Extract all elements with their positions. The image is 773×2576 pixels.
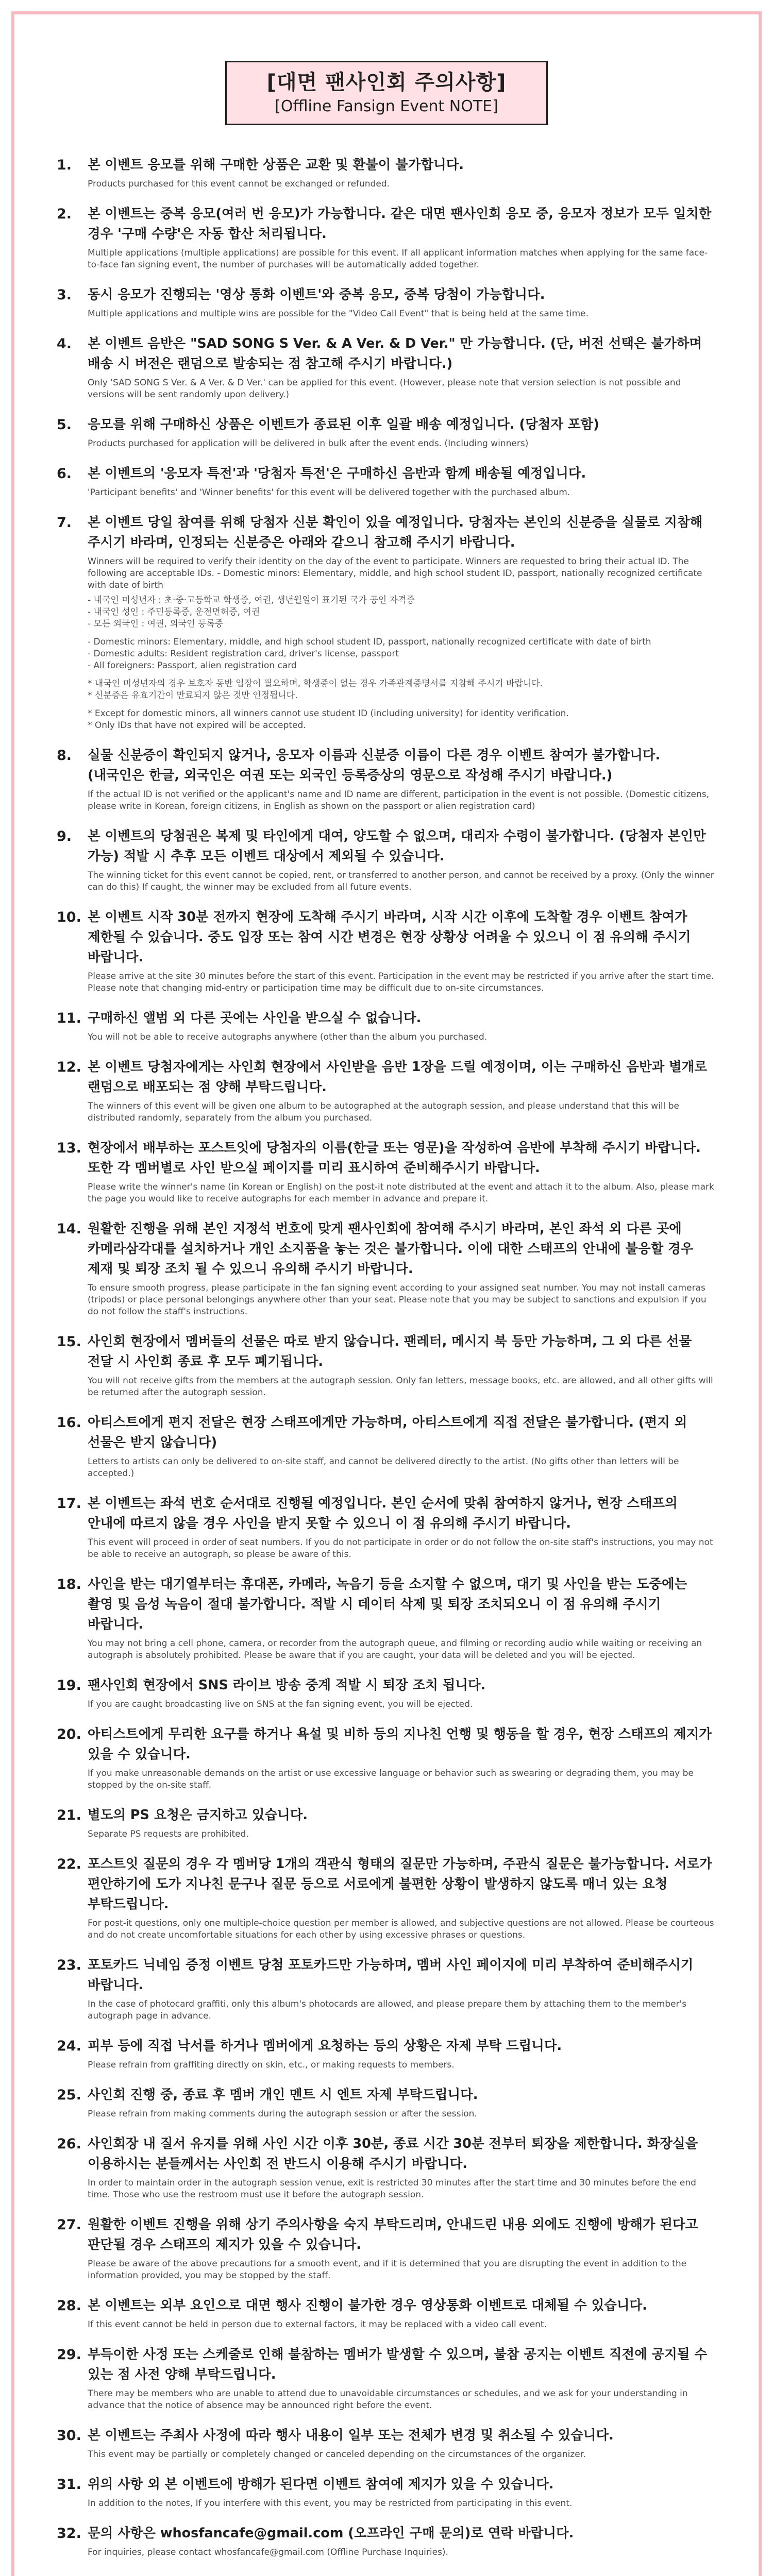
note-text-en: Please arrive at the site 30 minutes before the start of this event. Participation in the event may be restricted if you arrive after the start time. Please note that changing mid-entry or participation time may be difficult due to on-site circumstances. [88,971,714,993]
note-text-en: For inquiries, please contact whosfancafe@gmail.com (Offline Purchase Inquiries). [88,2547,448,2557]
note-text-en: Please refrain from making comments during the autograph session or after the session. [88,2109,477,2119]
note-text-ko: 피부 등에 직접 낙서를 하거나 멤버에게 요청하는 등의 상황은 자제 부탁 드립니다. [88,2038,562,2054]
note-text-ko: 본 이벤트 당일 참여를 위해 당첨자 신분 확인이 있을 예정입니다. 당첨자는 본인의 신분증을 실물로 지참해 주시기 바라며, 인정되는 신분증은 아래와 같으니 참고해 주시기 바랍니다. [88,515,703,550]
note-subline: - All foreigners: Passport, alien registration card [88,660,297,671]
note-text-ko: 본 이벤트 응모를 위해 구매한 상품은 교환 및 환불이 불가합니다. [88,157,464,173]
note-number: 23. [57,1957,81,1973]
note-item [57,1955,716,2022]
note-text-en: The winners of this event will be given one album to be autographed at the autograph session, and please understand that this will be distributed randomly, separately from the album you purchased. [88,1101,680,1123]
note-item [57,2296,716,2331]
note-number: 26. [57,2136,81,2152]
note-number: 10. [57,909,81,925]
note-text-en: Please be aware of the above precautions for a smooth event, and if it is determined that you are disrupting the event in addition to the information provided, you may be stopped by the staff. [88,2259,687,2281]
note-text-ko: 위의 사항 외 본 이벤트에 방해가 된다면 이벤트 참여에 제지가 있을 수 있습니다. [88,2477,554,2492]
note-item [57,2036,716,2071]
note-subline: - 내국인 미성년자 : 초·중·고등학교 학생증, 여권, 생년월일이 표기된 국가 공인 자격증 [88,595,415,605]
note-text-ko: 별도의 PS 요청은 금지하고 있습니다. [88,1807,308,1823]
note-text-en: If this event cannot be held in person due to external factors, it may be replaced with a video call event. [88,2319,547,2330]
note-subline: * 신분증은 유효기간이 만료되지 않은 것만 인정됩니다. [88,690,298,701]
note-text-ko: 실물 신분증이 확인되지 않거나, 응모자 이름과 신분증 이름이 다른 경우 이벤트 참여가 불가합니다. (내국인은 한글, 외국인은 여권 또는 외국인 등록증상의 영문으로 작성해 주시기 바랍니다.) [88,748,661,783]
note-item [57,2085,716,2120]
note-sublist [88,595,716,630]
note-text-en: The winning ticket for this event cannot be copied, rent, or transferred to another person, and cannot be received by a proxy. (Only the winner can do this) If caught, the winner may be excluded from all future events. [88,870,714,892]
note-item [57,2426,716,2461]
note-number: 27. [57,2217,81,2233]
note-text-ko: 본 이벤트의 '응모자 특전'과 '당첨자 특전'은 구매하신 음반과 함께 배송될 예정입니다. [88,466,586,481]
note-text-en: Letters to artists can only be delivered to on-site staff, and cannot be delivered directly to the artist. (No gifts other than letters will be accepted.) [88,1456,679,1479]
note-item [57,1574,716,1662]
note-number: 18. [57,1577,81,1592]
note-number: 3. [57,287,72,303]
note-number: 2. [57,206,72,222]
note-number: 14. [57,1221,81,1237]
note-text-ko: 사인회장 내 질서 유지를 위해 사인 시간 이후 30분, 종료 시간 30분 전부터 퇴장을 제한합니다. 화장실을 이용하시는 분들께서는 사인회 전 반드시 이용해 주시기 바랍니다. [88,2136,698,2172]
notes-list [0,155,773,2558]
note-number: 28. [57,2298,81,2314]
note-item [57,745,716,812]
note-number: 29. [57,2347,81,2363]
note-number: 7. [57,515,72,531]
note-text-ko: 본 이벤트 음반은 "SAD SONG S Ver. & A Ver. & D Ver." 만 가능합니다. (단, 버전 선택은 불가하며 배송 시 버전은 랜덤으로 발송되는 점 참고해 주시기 바랍니다.) [88,336,702,371]
note-item [57,1332,716,1399]
note-text-ko: 포토카드 닉네임 증정 이벤트 당첨 포토카드만 가능하며, 멤버 사인 페이지에 미리 부착하여 준비해주시기 바랍니다. [88,1957,694,1993]
note-text-en: In addition to the notes, If you interfere with this event, you may be restricted from participating in this event. [88,2498,573,2509]
notice-title-ko: [대면 팬사인회 주의사항] [266,71,507,94]
note-item [57,1057,716,1124]
note-number: 24. [57,2038,81,2054]
note-text-ko: 본 이벤트는 중복 응모(여러 번 응모)가 가능합니다. 같은 대면 팬사인회 응모 중, 응모자 정보가 모두 일치한 경우 '구매 수량'은 자동 합산 처리됩니다. [88,206,712,242]
note-item [57,1138,716,1205]
note-number: 6. [57,466,72,482]
note-text-ko: 부득이한 사정 또는 스케줄로 인해 불참하는 멤버가 발생할 수 있으며, 불참 공지는 이벤트 직전에 공지될 수 있는 점 사전 양해 부탁드립니다. [88,2347,708,2382]
note-text-ko: 구매하신 앨범 외 다른 곳에는 사인을 받으실 수 없습니다. [88,1010,422,1026]
note-text-ko: 문의 사항은 whosfancafe@gmail.com (오프라인 구매 문의)로 연락 바랍니다. [88,2526,574,2541]
note-text-ko: 포스트잇 질문의 경우 각 멤버당 1개의 객관식 형태의 질문만 가능하며, 주관식 질문은 불가능합니다. 서로가 편안하기에 도가 지나친 문구나 질문 등으로 서로에게 불편한 상황이 발생하지 않도록 매너 있는 요청 부탁드립니다. [88,1856,712,1912]
note-item [57,1854,716,1941]
note-subline: - 내국인 성인 : 주민등록증, 운전면허증, 여권 [88,607,260,617]
note-number: 13. [57,1140,81,1156]
note-item [57,415,716,450]
note-text-en: There may be members who are unable to attend due to unavoidable circumstances or schedules, and we ask for your understanding in advance that the notice of absence may be announced right before the event. [88,2388,688,2411]
note-text-ko: 현장에서 배부하는 포스트잇에 당첨자의 이름(한글 또는 영문)을 작성하여 음반에 부착해 주시기 바랍니다. 또한 각 멤버별로 사인 받으실 페이지를 미리 표시하여 준비해주시기 바랍니다. [88,1140,701,1176]
note-item [57,2215,716,2282]
note-text-ko: 사인회 진행 중, 종료 후 멤버 개인 멘트 시 엔트 자제 부탁드립니다. [88,2087,478,2103]
note-text-ko: 본 이벤트는 좌석 번호 순서대로 진행될 예정입니다. 본인 순서에 맞춰 참여하지 않거나, 현장 스태프의 안내에 따르지 않을 경우 사인을 받지 못할 수 있으니 이 점 유의해 주시기 바랍니다. [88,1496,678,1531]
note-text-en: Please refrain from graffiting directly on skin, etc., or making requests to members. [88,2060,455,2070]
note-text-ko: 사인회 현장에서 멤버들의 선물은 따로 받지 않습니다. 팬레터, 메시지 북 등만 가능하며, 그 외 다른 선물 전달 시 사인회 종료 후 모두 폐기됩니다. [88,1334,692,1369]
note-number: 12. [57,1059,81,1075]
note-text-ko: 팬사인회 현장에서 SNS 라이브 방송 중계 적발 시 퇴장 조치 됩니다. [88,1677,486,1693]
note-text-en: If you are caught broadcasting live on SNS at the fan signing event, you will be ejected. [88,1699,473,1709]
note-number: 25. [57,2087,81,2103]
note-text-ko: 본 이벤트 시작 30분 전까지 현장에 도착해 주시기 바라며, 시작 시간 이후에 도착할 경우 이벤트 참여가 제한될 수 있습니다. 중도 입장 또는 참여 시간 변경은 현장 상황상 어려울 수 있으니 이 점 유의해 주시기 바랍니다. [88,909,691,965]
note-number: 17. [57,1496,81,1512]
note-sublist [88,636,716,672]
note-item [57,1008,716,1043]
note-text-ko: 응모를 위해 구매하신 상품은 이벤트가 종료된 이후 일괄 배송 예정입니다. (당첨자 포함) [88,417,599,432]
note-sublist [88,708,716,732]
note-text-en: Products purchased for application will be delivered in bulk after the event ends. (Including winners) [88,438,529,449]
note-text-en: Products purchased for this event cannot be exchanged or refunded. [88,179,390,189]
note-text-en: You may not bring a cell phone, camera, or recorder from the autograph queue, and filming or recording audio while waiting or receiving an autograph is absolutely prohibited. Please be aware that if you are caught, your data will be deleted and you will be ejected. [88,1638,702,1660]
note-text-en: You will not be able to receive autographs anywhere (other than the album you purchased. [88,1032,488,1042]
note-text-ko: 동시 응모가 진행되는 '영상 통화 이벤트'와 중복 응모, 중복 당첨이 가능합니다. [88,287,545,302]
note-text-en: If the actual ID is not verified or the applicant's name and ID name are different, participation in the event is not possible. (Domestic citizens, please write in Korean, foreign citizens, in English as shown on the passport or alien registration card) [88,789,710,811]
note-number: 16. [57,1415,81,1431]
note-text-ko: 원활한 진행을 위해 본인 지정석 번호에 맞게 팬사인회에 참여해 주시기 바라며, 본인 좌석 외 다른 곳에 카메라삼각대를 설치하거나 개인 소지품을 놓는 것은 불가합니다. 이에 대한 스태프의 안내에 불응할 경우 제재 및 퇴장 조치 될 수 있으니 유의해 주시기 바랍니다. [88,1221,694,1277]
note-number: 20. [57,1726,81,1742]
note-item [57,464,716,499]
note-text-en: For post-it questions, only one multiple-choice question per member is allowed, and subjective questions are not allowed. Please be courteous and do not create uncomfortable situations for each other by using excessive phrases or questions. [88,1918,714,1940]
note-text-en: Separate PS requests are prohibited. [88,1829,249,1839]
note-item [57,2523,716,2558]
note-text-ko: 본 이벤트 당첨자에게는 사인회 현장에서 사인받을 음반 1장을 드릴 예정이며, 이는 구매하신 음반과 별개로 랜덤으로 배포되는 점 양해 부탁드립니다. [88,1059,708,1095]
note-item [57,1805,716,1840]
note-item [57,1675,716,1710]
note-item [57,334,716,401]
note-subline: * Only IDs that have not expired will be accepted. [88,720,306,731]
note-text-en: If you make unreasonable demands on the artist or use excessive language or behavior such as swearing or degrading them, you may be stopped by the on-site staff. [88,1768,694,1790]
note-number: 15. [57,1334,81,1350]
note-text-en: In order to maintain order in the autograph session venue, exit is restricted 30 minutes after the start time and 30 minutes before the end time. Those who use the restroom must use it before the autograph session. [88,2178,696,2200]
note-number: 30. [57,2428,81,2444]
note-number: 8. [57,748,72,764]
notice-title-en: [Offline Fansign Event NOTE] [275,97,498,115]
note-number: 31. [57,2477,81,2493]
note-number: 9. [57,828,72,844]
note-item [57,2475,716,2510]
note-subline: * Except for domestic minors, all winners cannot use student ID (including university) for identity verification. [88,708,569,719]
note-text-en: In the case of photocard graffiti, only this album's photocards are allowed, and please prepare them by attaching them to the member's autograph page in advance. [88,1999,687,2021]
note-item [57,155,716,190]
note-item [57,1219,716,1318]
note-subline: * 내국인 미성년자의 경우 보호자 동반 입장이 필요하며, 학생증이 없는 경우 가족관계증명서를 지참해 주시기 바랍니다. [88,679,543,689]
note-item [57,907,716,994]
note-text-en: This event will proceed in order of seat numbers. If you do not participate in order or do not follow the on-site staff's instructions, you may not be able to receive an autograph, so please be aware of this. [88,1537,713,1560]
note-text-ko: 본 이벤트의 당첨권은 복제 및 타인에게 대여, 양도할 수 없으며, 대리자 수령이 불가합니다. (당첨자 본인만 가능) 적발 시 추후 모든 이벤트 대상에서 제외될 수 있습니다. [88,828,706,864]
note-number: 19. [57,1677,81,1693]
note-number: 1. [57,157,72,173]
note-text-en: Please write the winner's name (in Korean or English) on the post-it note distributed at the event and attach it to the album. Also, please mark the page you would like to receive autographs for each member in advance and prepare it. [88,1182,714,1204]
note-number: 21. [57,1807,81,1823]
note-text-ko: 본 이벤트는 외부 요인으로 대면 행사 진행이 불가한 경우 영상통화 이벤트로 대체될 수 있습니다. [88,2298,647,2313]
note-subline: - Domestic minors: Elementary, middle, and high school student ID, passport, nationally recognized certificate with date of birth [88,637,651,647]
note-text-ko: 원활한 이벤트 진행을 위해 상기 주의사항을 숙지 부탁드리며, 안내드린 내용 외에도 진행에 방해가 된다고 판단될 경우 스태프의 제지가 있을 수 있습니다. [88,2217,698,2252]
note-sublist [88,678,716,702]
note-text-en: Winners will be required to verify their identity on the day of the event to participate. Winners are requested to bring their actual ID. The following are acceptable IDs. - Domestic minors: Elementary, middle, and high school student ID, passport, nationally recognized certificate with date of birth [88,556,702,590]
note-text-en: Multiple applications and multiple wins are possible for the "Video Call Event" that is being held at the same time. [88,309,589,319]
note-item [57,285,716,320]
note-number: 22. [57,1856,81,1872]
note-text-en: This event may be partially or completely changed or canceled depending on the circumstances of the organizer. [88,2449,586,2460]
note-number: 4. [57,336,72,352]
note-number: 11. [57,1010,81,1026]
note-text-ko: 아티스트에게 무리한 요구를 하거나 욕설 및 비하 등의 지나친 언행 및 행동을 할 경우, 현장 스태프의 제지가 있을 수 있습니다. [88,1726,712,1762]
note-item [57,1413,716,1480]
note-text-ko: 사인을 받는 대기열부터는 휴대폰, 카메라, 녹음기 등을 소지할 수 없으며, 대기 및 사인을 받는 도중에는 촬영 및 음성 녹음이 절대 불가합니다. 적발 시 데이터 삭제 및 퇴장 조치되오니 이 점 유의해 주시기 바랍니다. [88,1577,687,1632]
note-text-en: 'Participant benefits' and 'Winner benefits' for this event will be delivered together with the purchased album. [88,487,570,498]
note-number: 5. [57,417,72,433]
note-text-ko: 본 이벤트는 주최사 사정에 따라 행사 내용이 일부 또는 전체가 변경 및 취소될 수 있습니다. [88,2428,614,2443]
note-text-en: Only 'SAD SONG S Ver. & A Ver. & D Ver.' can be applied for this event. (However, please note that version selection is not possible and versions will be sent randomly upon delivery.) [88,378,681,400]
note-item [57,513,716,732]
note-subline: - Domestic adults: Resident registration card, driver's license, passport [88,649,399,659]
note-item [57,2134,716,2201]
note-item [57,204,716,271]
note-item [57,1724,716,1791]
note-number: 32. [57,2526,81,2541]
note-item [57,1494,716,1561]
note-subline: - 모든 외국인 : 여권, 외국인 등록증 [88,619,224,629]
note-item [57,2345,716,2412]
note-item [57,826,716,893]
note-text-en: You will not receive gifts from the members at the autograph session. Only fan letters, message books, etc. are allowed, and all other gifts will be returned after the autograph session. [88,1376,713,1398]
note-text-en: Multiple applications (multiple applications) are possible for this event. If all applicant information matches when applying for the same face-to-face fan signing event, the number of purchases will be automatically added together. [88,248,708,270]
note-text-ko: 아티스트에게 편지 전달은 현장 스태프에게만 가능하며, 아티스트에게 직접 전달은 불가합니다. (편지 외 선물은 받지 않습니다) [88,1415,687,1450]
note-text-en: To ensure smooth progress, please participate in the fan signing event according to your assigned seat number. You may not install cameras (tripods) or place personal belongings anywhere other than your seat. Please note that you may be subject to sanctions and expulsion if you do not follow the staff's instructions. [88,1283,707,1317]
